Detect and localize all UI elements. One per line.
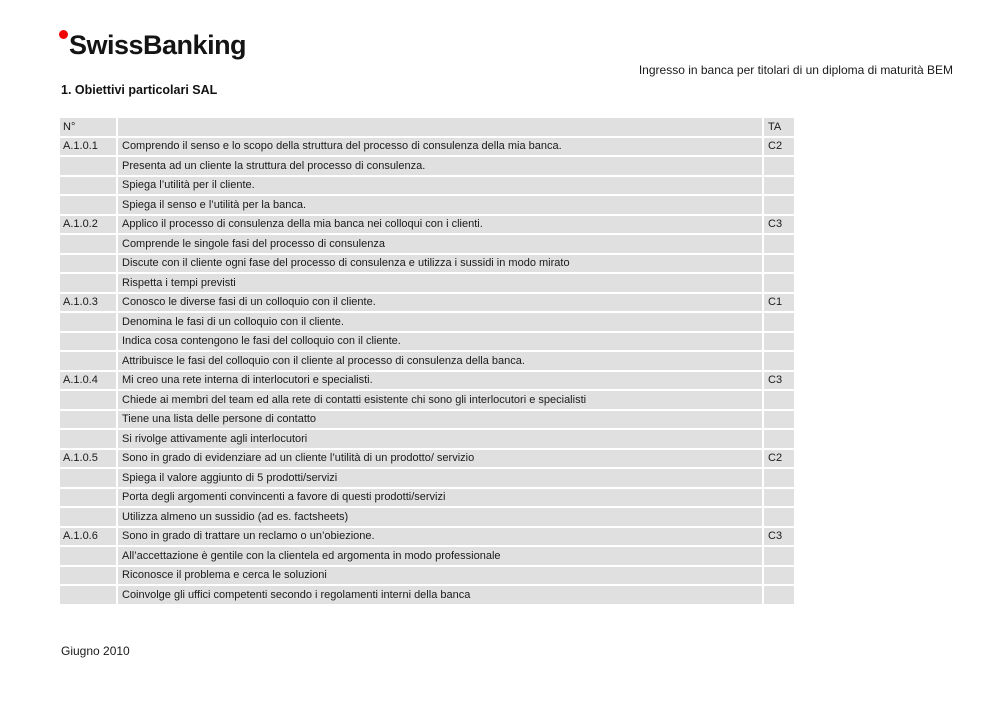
row-description-cell: Spiega l’utilità per il cliente. xyxy=(118,177,764,195)
row-number-cell xyxy=(60,157,118,175)
table-row xyxy=(60,411,794,429)
row-description-cell: Presenta ad un cliente la struttura del processo di consulenza. xyxy=(118,157,764,175)
row-ta-cell xyxy=(764,255,794,273)
table-row xyxy=(60,216,794,234)
table-row xyxy=(60,508,794,526)
table-row xyxy=(60,333,794,351)
row-description-cell: Sono in grado di trattare un reclamo o un’obiezione. xyxy=(118,528,764,546)
row-description-cell: Rispetta i tempi previsti xyxy=(118,274,764,292)
row-description-cell: Conosco le diverse fasi di un colloquio con il cliente. xyxy=(118,294,764,312)
table-row xyxy=(60,294,794,312)
row-ta-cell xyxy=(764,489,794,507)
row-number-cell: A.1.0.3 xyxy=(60,294,118,312)
table-row xyxy=(60,274,794,292)
row-number-cell: A.1.0.1 xyxy=(60,138,118,156)
row-description-cell: Chiede ai membri del team ed alla rete di contatti esistente chi sono gli interlocutori e specialisti xyxy=(118,391,764,409)
row-ta-cell xyxy=(764,196,794,214)
row-description-cell: Porta degli argomenti convincenti a favore di questi prodotti/servizi xyxy=(118,489,764,507)
table-row xyxy=(60,586,794,604)
logo-text: SwissBanking xyxy=(69,30,247,60)
row-number-cell xyxy=(60,586,118,604)
table-row xyxy=(60,352,794,370)
row-description-cell: Riconosce il problema e cerca le soluzioni xyxy=(118,567,764,585)
table-row xyxy=(60,235,794,253)
row-ta-cell xyxy=(764,508,794,526)
table-row xyxy=(60,255,794,273)
table-row xyxy=(60,528,794,546)
page-title: 1. Obiettivi particolari SAL xyxy=(61,83,218,97)
row-description-cell: Si rivolge attivamente agli interlocutori xyxy=(118,430,764,448)
row-description-cell: All’accettazione è gentile con la clientela ed argomenta in modo professionale xyxy=(118,547,764,565)
row-ta-cell: C2 xyxy=(764,450,794,468)
row-number-cell xyxy=(60,352,118,370)
row-description-cell: Spiega il senso e l’utilità per la banca. xyxy=(118,196,764,214)
row-ta-cell xyxy=(764,391,794,409)
row-number-cell xyxy=(60,196,118,214)
row-ta-cell xyxy=(764,547,794,565)
row-number-cell xyxy=(60,547,118,565)
table-row xyxy=(60,196,794,214)
row-description-cell: Attribuisce le fasi del colloquio con il cliente al processo di consulenza della banca. xyxy=(118,352,764,370)
row-ta-cell: C2 xyxy=(764,138,794,156)
table-body xyxy=(60,138,794,604)
row-number-cell xyxy=(60,469,118,487)
table-row xyxy=(60,313,794,331)
row-ta-cell xyxy=(764,333,794,351)
row-number-cell xyxy=(60,313,118,331)
col-header-ta: TA xyxy=(764,118,794,136)
row-ta-cell: C1 xyxy=(764,294,794,312)
table-row xyxy=(60,391,794,409)
row-number-cell xyxy=(60,508,118,526)
table-row xyxy=(60,567,794,585)
row-ta-cell xyxy=(764,157,794,175)
swissbanking-logo xyxy=(59,30,246,61)
row-number-cell xyxy=(60,255,118,273)
row-description-cell: Discute con il cliente ogni fase del processo di consulenza e utilizza i sussidi in modo mirato xyxy=(118,255,764,273)
row-number-cell xyxy=(60,411,118,429)
row-description-cell: Denomina le fasi di un colloquio con il cliente. xyxy=(118,313,764,331)
document-subtitle: Ingresso in banca per titolari di un diploma di maturità BEM xyxy=(638,63,953,77)
row-ta-cell xyxy=(764,430,794,448)
logo-red-dot-icon xyxy=(59,30,68,39)
row-description-cell: Indica cosa contengono le fasi del colloquio con il cliente. xyxy=(118,333,764,351)
footer-date: Giugno 2010 xyxy=(61,644,130,658)
row-number-cell xyxy=(60,567,118,585)
row-ta-cell xyxy=(764,177,794,195)
table-row xyxy=(60,177,794,195)
row-number-cell xyxy=(60,489,118,507)
col-header-number: N° xyxy=(60,118,118,136)
row-number-cell: A.1.0.4 xyxy=(60,372,118,390)
row-number-cell xyxy=(60,235,118,253)
table-row xyxy=(60,469,794,487)
table-row xyxy=(60,372,794,390)
row-number-cell xyxy=(60,391,118,409)
row-description-cell: Comprendo il senso e lo scopo della struttura del processo di consulenza della mia banca. xyxy=(118,138,764,156)
row-number-cell xyxy=(60,274,118,292)
row-ta-cell: C3 xyxy=(764,216,794,234)
table-row xyxy=(60,547,794,565)
row-number-cell: A.1.0.2 xyxy=(60,216,118,234)
row-description-cell: Coinvolge gli uffici competenti secondo i regolamenti interni della banca xyxy=(118,586,764,604)
row-ta-cell xyxy=(764,313,794,331)
row-ta-cell: C3 xyxy=(764,528,794,546)
table-row xyxy=(60,157,794,175)
row-number-cell: A.1.0.5 xyxy=(60,450,118,468)
row-ta-cell xyxy=(764,586,794,604)
row-ta-cell xyxy=(764,352,794,370)
row-ta-cell xyxy=(764,411,794,429)
row-description-cell: Tiene una lista delle persone di contatto xyxy=(118,411,764,429)
row-ta-cell xyxy=(764,274,794,292)
row-description-cell: Mi creo una rete interna di interlocutori e specialisti. xyxy=(118,372,764,390)
table-row xyxy=(60,450,794,468)
row-number-cell xyxy=(60,430,118,448)
row-number-cell xyxy=(60,333,118,351)
row-description-cell: Sono in grado di evidenziare ad un cliente l’utilità di un prodotto/ servizio xyxy=(118,450,764,468)
row-description-cell: Spiega il valore aggiunto di 5 prodotti/servizi xyxy=(118,469,764,487)
row-ta-cell: C3 xyxy=(764,372,794,390)
row-description-cell: Utilizza almeno un sussidio (ad es. factsheets) xyxy=(118,508,764,526)
row-number-cell xyxy=(60,177,118,195)
row-ta-cell xyxy=(764,235,794,253)
row-description-cell: Comprende le singole fasi del processo di consulenza xyxy=(118,235,764,253)
row-number-cell: A.1.0.6 xyxy=(60,528,118,546)
table-row xyxy=(60,430,794,448)
row-description-cell: Applico il processo di consulenza della mia banca nei colloqui con i clienti. xyxy=(118,216,764,234)
table-header-row xyxy=(60,118,794,136)
col-header-description xyxy=(118,118,764,136)
table-row xyxy=(60,138,794,156)
row-ta-cell xyxy=(764,567,794,585)
table-row xyxy=(60,489,794,507)
objectives-table xyxy=(60,116,794,606)
row-ta-cell xyxy=(764,469,794,487)
